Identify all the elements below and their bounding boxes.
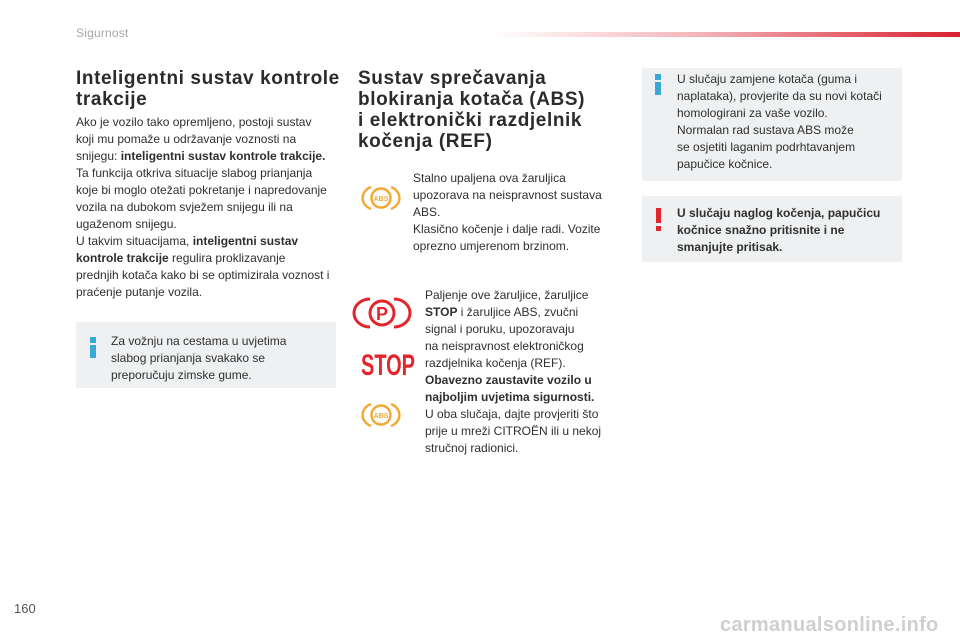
info-line: Za vožnju na cestama u uvjetima — [111, 334, 287, 348]
lamp2-line: stručnoj radionici. — [425, 441, 519, 455]
info-line: papučice kočnice. — [677, 157, 773, 171]
braking-warning-text — [677, 205, 899, 256]
traction-line: vozila na dubokom svježem snijegu ili na — [76, 200, 293, 214]
traction-text: regulira proklizavanje — [168, 251, 286, 265]
traction-title-line: trakcije — [76, 89, 148, 110]
info-line: homologirani za vaše vozilo. — [677, 106, 828, 120]
p-lamp-label: P — [375, 304, 389, 324]
abs-lamp2-text — [425, 287, 620, 457]
lamp2-line: prije u mreži CITROËN ili u nekoj — [425, 424, 602, 438]
lamp2-line: razdjelnika kočenja (REF). — [425, 356, 566, 370]
traction-line — [76, 148, 346, 165]
traction-line: prednjih kotača kako bi se optimizirala voznost i — [76, 268, 330, 282]
header-accent-bar — [490, 32, 960, 37]
abs-title-line: blokiranja kotača (ABS) — [358, 89, 586, 110]
warn-line: U slučaju naglog kočenja, papučicu — [677, 206, 881, 220]
lamp2-bold: STOP — [425, 305, 458, 319]
info-line: U slučaju zamjene kotača (guma i — [677, 72, 858, 86]
abs-title-line: i elektronički razdjelnik — [358, 110, 583, 131]
lamp1-line: oprezno umjerenom brzinom. — [413, 239, 570, 253]
traction-info-text — [111, 333, 333, 384]
section-label: Sigurnost — [76, 26, 129, 40]
abs-info-text — [677, 71, 899, 173]
warn-line: smanjujte pritisak. — [677, 240, 783, 254]
lamp2-bold-line: Obavezno zaustavite vozilo u — [425, 373, 592, 387]
lamp2-text: i žaruljice ABS, zvučni — [457, 305, 579, 319]
info-line: naplataka), provjerite da su novi kotači — [677, 89, 882, 103]
traction-text: snijegu: — [76, 149, 121, 163]
abs-warning-lamp-icon — [363, 183, 399, 213]
traction-line: ugaženom snijegu. — [76, 217, 177, 231]
traction-title — [76, 68, 346, 110]
traction-line: Ta funkcija otkriva situacije slabog prianjanja — [76, 166, 313, 180]
traction-bold: inteligentni sustav kontrole trakcije. — [120, 149, 326, 163]
info-line: preporučuju zimske gume. — [111, 368, 252, 382]
stop-lamp-icon — [360, 348, 416, 382]
abs-title-line: kočenja (REF) — [358, 131, 493, 152]
abs-title-line: Sustav sprečavanja — [358, 68, 547, 89]
abs-warning-lamp-icon — [363, 400, 399, 430]
traction-bold: kontrole trakcije — [76, 251, 169, 265]
traction-body — [76, 114, 346, 301]
lamp2-line — [425, 304, 620, 321]
lamp2-line: na neispravnost elektroničkog — [425, 339, 584, 353]
traction-line: koji mu pomaže u održavanje voznosti na — [76, 132, 297, 146]
info-icon — [655, 74, 662, 94]
watermark: carmanualsonline.info — [720, 614, 939, 636]
info-line: se osjetiti laganim podrhtavanjem — [677, 140, 856, 154]
lamp2-line: U oba slučaja, dajte provjeriti što — [425, 407, 599, 421]
abs-info-box — [642, 68, 902, 181]
lamp1-line: Klasično kočenje i dalje radi. Vozite — [413, 222, 601, 236]
lamp1-line: Stalno upaljena ova žaruljica — [413, 171, 566, 185]
lamp1-line: ABS. — [413, 205, 441, 219]
traction-line: praćenje putanje vozila. — [76, 285, 203, 299]
traction-info-box — [76, 322, 336, 388]
stop-lamp-label: STOP — [361, 349, 415, 382]
lamp1-line: upozorava na neispravnost sustava — [413, 188, 602, 202]
traction-line — [76, 233, 346, 250]
abs-title — [358, 68, 618, 152]
traction-bold: inteligentni sustav — [192, 234, 299, 248]
lamp2-bold-line: najboljim uvjetima sigurnosti. — [425, 390, 595, 404]
exclamation-icon — [656, 208, 663, 230]
braking-warning-box — [642, 196, 902, 262]
parking-brake-lamp-icon — [361, 295, 403, 331]
abs-lamp-label: ABS — [373, 413, 389, 420]
info-icon — [90, 337, 97, 357]
traction-line: koje bi moglo otežati pokretanje i napredovanje — [76, 183, 327, 197]
traction-text: U takvim situacijama, — [76, 234, 193, 248]
traction-line: Ako je vozilo tako opremljeno, postoji sustav — [76, 115, 312, 129]
page-number: 160 — [14, 601, 36, 616]
warn-line: kočnice snažno pritisnite i ne — [677, 223, 845, 237]
traction-line — [76, 250, 346, 267]
abs-lamp-label: ABS — [373, 196, 389, 203]
lamp2-line: Paljenje ove žaruljice, žaruljice — [425, 288, 589, 302]
info-line: Normalan rad sustava ABS može — [677, 123, 854, 137]
lamp2-line: signal i poruku, upozoravaju — [425, 322, 575, 336]
abs-lamp1-text — [413, 170, 618, 255]
traction-title-line: Inteligentni sustav kontrole — [76, 68, 340, 89]
info-line: slabog prianjanja svakako se — [111, 351, 266, 365]
